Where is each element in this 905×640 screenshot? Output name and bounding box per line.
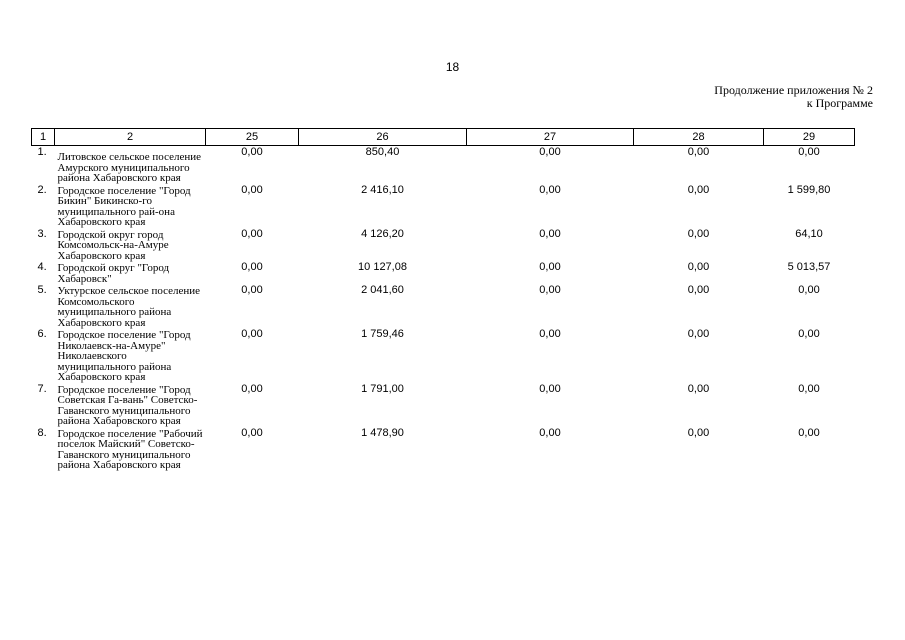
header-cell: 26 <box>299 129 467 146</box>
table-row <box>32 427 855 471</box>
cell-col27: 0,00 <box>539 382 561 395</box>
cell-col26: 1 759,46 <box>361 328 404 340</box>
header-cell: 2 <box>55 129 206 146</box>
cell-col29: 0,00 <box>798 284 820 296</box>
row-name: Городской округ "Город Хабаровск" <box>57 262 170 285</box>
cell-col28: 0,00 <box>687 382 710 395</box>
row-number: 6. <box>37 328 47 340</box>
row-number: 7. <box>37 382 47 395</box>
cell-col28: 0,00 <box>687 284 710 296</box>
cell-col29: 0,00 <box>798 146 820 158</box>
cell-col25: 0,00 <box>241 261 263 273</box>
row-name: Городское поселение "Город Советская Га-вань" Советско-Гаванского муниципального района Хабаровского края <box>57 383 198 427</box>
row-name: Городской округ город Комсомольск-на-Амуре Хабаровского края <box>57 228 169 262</box>
table-row <box>32 328 855 383</box>
cell-col29: 5 013,57 <box>787 261 831 273</box>
cell-col25: 0,00 <box>241 183 263 196</box>
row-number: 8. <box>37 426 47 439</box>
cell-col26: 2 041,60 <box>361 284 404 296</box>
row-number: 2. <box>37 183 47 196</box>
cell-col27: 0,00 <box>539 183 561 196</box>
data-table <box>31 128 855 471</box>
cell-col29: 0,00 <box>798 426 820 439</box>
row-name: Уктурское сельское поселение Комсомольского муниципального района Хабаровского края <box>57 285 201 329</box>
cell-col27: 0,00 <box>539 426 561 439</box>
row-name: Городское поселение "Рабочий поселок Майский" Советско-Гаванского муниципального района Хабаровского края <box>57 427 203 471</box>
table-row <box>32 146 855 184</box>
header-cell: 1 <box>32 129 55 146</box>
cell-col28: 0,00 <box>687 426 710 439</box>
cell-col26: 1 791,00 <box>361 382 404 395</box>
appendix-note <box>714 84 873 110</box>
cell-col28: 0,00 <box>687 261 710 273</box>
cell-col25: 0,00 <box>241 146 263 158</box>
page-number: 18 <box>445 60 460 74</box>
cell-col25: 0,00 <box>241 328 263 340</box>
cell-col28: 0,00 <box>687 328 710 340</box>
header-cell: 29 <box>764 129 855 146</box>
row-number: 1. <box>37 146 47 158</box>
row-number: 5. <box>37 284 47 296</box>
cell-col28: 0,00 <box>687 227 710 240</box>
header-cell: 27 <box>467 129 634 146</box>
cell-col27: 0,00 <box>539 227 561 240</box>
row-number: 3. <box>37 227 47 240</box>
header-cell: 28 <box>634 129 764 146</box>
row-name: Городское поселение "Город Николаевск-на-Амуре" Николаевского муниципального района Хабаровского края <box>57 329 191 383</box>
cell-col28: 0,00 <box>687 146 710 158</box>
row-name: Городское поселение "Город Бикин" Бикинско-го муниципального рай-она Хабаровского края <box>57 184 191 228</box>
cell-col25: 0,00 <box>241 227 263 240</box>
appendix-note-line2: к Программе <box>806 96 873 110</box>
table-row <box>32 383 855 427</box>
row-number: 4. <box>37 261 47 273</box>
cell-col27: 0,00 <box>539 261 561 273</box>
cell-col26: 4 126,20 <box>361 227 404 240</box>
cell-col29: 0,00 <box>798 382 820 395</box>
cell-col29: 0,00 <box>798 328 820 340</box>
cell-col29: 64,10 <box>795 227 823 240</box>
cell-col25: 0,00 <box>241 284 263 296</box>
table-row <box>32 284 855 328</box>
cell-col25: 0,00 <box>241 382 263 395</box>
cell-col29: 1 599,80 <box>787 183 831 196</box>
cell-col26: 2 416,10 <box>361 183 404 196</box>
cell-col27: 0,00 <box>539 146 561 158</box>
cell-col26: 10 127,08 <box>358 261 407 273</box>
cell-col27: 0,00 <box>539 328 561 340</box>
cell-col27: 0,00 <box>539 284 561 296</box>
table-row <box>32 184 855 228</box>
cell-col25: 0,00 <box>241 426 263 439</box>
header-cell: 25 <box>206 129 299 146</box>
table-row <box>32 228 855 262</box>
appendix-note-line1: Продолжение приложения № 2 <box>714 83 873 97</box>
cell-col26: 1 478,90 <box>361 426 404 439</box>
header-row <box>32 129 855 146</box>
table-row <box>32 261 855 284</box>
row-name: Литовское сельское поселение Амурского муниципального района Хабаровского края <box>57 151 201 184</box>
cell-col28: 0,00 <box>687 183 710 196</box>
cell-col26: 850,40 <box>365 146 400 158</box>
